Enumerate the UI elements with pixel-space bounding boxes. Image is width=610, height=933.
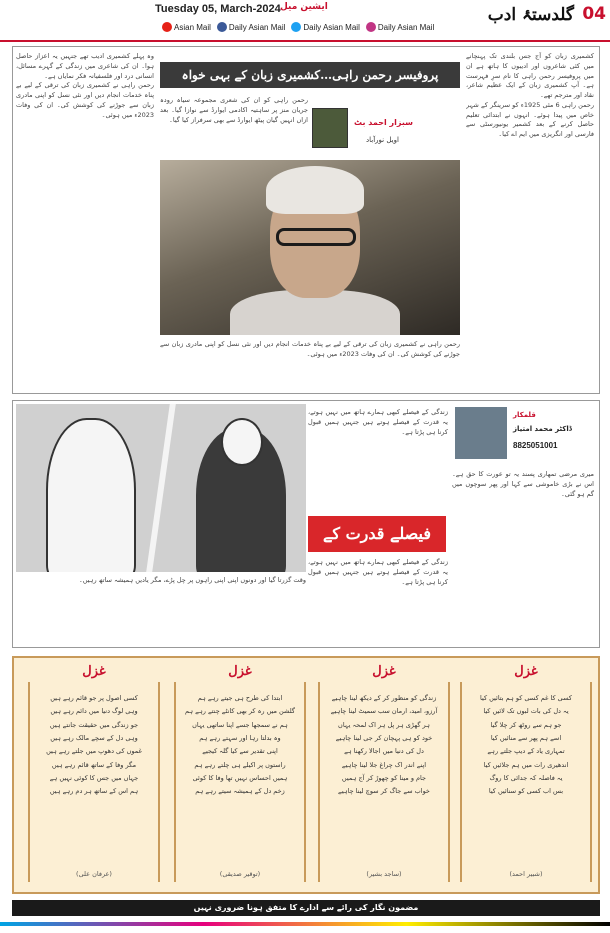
- ornament-icon: [590, 682, 592, 882]
- instagram-icon: [366, 22, 376, 32]
- ghazal-4: غزل کسی اصول پر جو قائم رہے ہیں وہی لوگ دنیا میں دائم رہے ہیں جو زندگی میں حقیقت جانتے ہیں وہی دل کے سچے مالک رہے ہیں غموں کی دھوپ میں جلتے رہے ہیں مگر وفا کے ساتھ قائم رہے ہیں جہاں میں جس کا کوئی نہیں ہے ہم اس کے ساتھ ہر دم رہے ہیں (عرفان علی): [24, 664, 164, 888]
- article2-column-1: میری مرضی تمھاری پسند یہ تو عورت کا حق ہے۔ اس نے بڑی خاموشی سے کہا اور پھر سوچوں میں گم ہو گئی۔: [452, 470, 594, 498]
- article2-headline: فیصلے قدرت کے: [308, 516, 446, 552]
- columnist-name: ڈاکٹر محمد امتیاز: [513, 425, 572, 433]
- issue-date: Tuesday 05, March-2024: [155, 3, 281, 15]
- woman-figure: [46, 418, 136, 572]
- social-facebook[interactable]: Daily Asian Mail: [217, 22, 285, 32]
- ghazal-poet: (توقیر صدیقی): [219, 870, 261, 878]
- ghazal-3: غزل ابتدا کی طرح ہی جیتے رہے ہم گلشن میں رہ کر بھی کانٹے چنتے رہے ہم ہم نے سمجھا جسے اپنا ساتھی یہاں وہ بدلتا رہا اور سہتے رہے ہم اپنی تقدیر سے کیا گلہ کیجیے راستوں پر اکیلے ہی چلتے رہے ہم ہمیں احساس نہیں تھا وفا کا کوئی زخم دل کے ہمیشہ سیتے رہے ہم (توقیر صدیقی): [170, 664, 310, 888]
- ghazal-poet: (شبیر احمد): [509, 870, 543, 878]
- article2-column-2: زندگی کے فیصلے کبھی ہمارے ہاتھ میں نہیں ہوتے، یہ قدرت کے فیصلے ہوتے ہیں جنہیں ہمیں قبول کرنا ہی پڑتا ہے۔: [308, 408, 448, 436]
- ornament-icon: [448, 682, 450, 882]
- article1-column-2: رحمن راہی کو ان کی شعری مجموعہ سیاہ رودہ جریان منز پر ساہتیہ اکادمی ایوارڈ سے نوازا گیا۔ بعد ازاں انہیں گیان پیٹھ ایوارڈ سے بھی سرفراز کیا گیا۔: [160, 96, 308, 124]
- article1-headline: پروفیسر رحمن راہی…کشمیری زبان کے بہی خواہ: [160, 62, 460, 88]
- social-instagram[interactable]: Daily Asian Mail: [366, 22, 434, 32]
- author-name: سبزار احمد بٹ: [354, 118, 413, 127]
- facebook-icon: [217, 22, 227, 32]
- ghazal-poet: (عرفان علی): [76, 870, 112, 878]
- ornament-icon: [174, 682, 176, 882]
- ghazal-title: غزل: [514, 664, 538, 679]
- author-place: اویل نورآباد: [366, 136, 399, 144]
- page-header: [0, 0, 610, 42]
- couple-illustration: [16, 404, 306, 572]
- social-youtube[interactable]: Asian Mail: [162, 22, 211, 32]
- article2-column-4: وقت گزرتا گیا اور دونوں اپنی اپنی راہوں پر چل پڑے، مگر یادیں ہمیشہ ساتھ رہیں۔: [78, 576, 306, 584]
- disclaimer-bar: مضمون نگار کی رائے سے ادارے کا متفق ہونا ضروری نہیں: [12, 900, 600, 916]
- twitter-icon: [291, 22, 301, 32]
- ghazal-title: غزل: [82, 664, 106, 679]
- article1-byline: [312, 108, 460, 152]
- color-registration-bar: [0, 922, 610, 926]
- ghazal-2: غزل زندگی کو منظور کر کے دیکھ لینا چاہیے آرزو، امید، ارمان سب سمیٹ لینا چاہیے ہر گھڑی ہر پل ہر اک لمحہ یہاں خود کو ہی پہچان کر جی لینا چاہیے دل کی دنیا میں اجالا رکھنا ہے اپنے اندر اک چراغ جلا لینا چاہیے جام و مینا کو چھوڑ کر آج ہمیں خواب سے جاگ کر سوچ لینا چاہیے (ساجد بشیر): [314, 664, 454, 888]
- masthead-logo: ایشین میل: [280, 2, 328, 12]
- section-title: گلدستۂ ادب: [487, 5, 574, 25]
- ornament-icon: [158, 682, 160, 882]
- columnist-card: [455, 407, 595, 465]
- ghazal-1: غزل کسی کا غم کسی کو ہم بتائیں کیا یہ دل کی بات لبوں تک لائیں کیا جو ہم سے روٹھ کر چلا گیا اسے ہم پھر سے منائیں کیا تمہاری یاد کے دیپ جلتے رہے اندھیری رات میں ہم جلائیں کیا یہ فاصلہ کہ جدائی کا روگ بس اب کسی کو سنائیں کیا (شبیر احمد): [456, 664, 596, 888]
- author-photo: [312, 108, 348, 148]
- rahman-rahi-portrait: [160, 160, 460, 335]
- ornament-icon: [318, 682, 320, 882]
- ornament-icon: [304, 682, 306, 882]
- article1-column-1: کشمیری زبان کو آج جس بلندی تک پہنچانے میں کئی شاعروں اور ادیبوں کا ہاتھ ہے ان میں پروفیسر رحمن راہی کا نام سرِ فہرست ہے۔ آپ کشمیری زبان کے ایک عظیم شاعر، نقاد اور مترجم تھے۔ رحمن راہی 6 مئی 1925ء کو سرینگر کے شہر خاص میں پیدا ہوئے۔ انہوں نے ابتدائی تعلیم حاصل کرنے کے بعد کشمیر یونیورسٹی سے فارسی اور انگریزی میں ایم اے کیا۔: [466, 52, 594, 138]
- youtube-icon: [162, 22, 172, 32]
- page-number: 04: [582, 4, 606, 24]
- article1-column-3: وہ پہلے کشمیری ادیب تھے جنہیں یہ اعزاز حاصل ہوا۔ ان کی شاعری میں زندگی کے گہرے مسائل، انسانی درد اور فلسفیانہ فکر نمایاں ہے۔ رحمن راہی نے کشمیری زبان کی ترقی کے لیے بے پناہ خدمات انجام دیں اور نئی نسل کو اپنی مادری زبان سے جوڑنے کی کوشش کی۔ ان کی وفات 2023ء میں ہوئی۔: [16, 52, 154, 119]
- article2-column-3: زندگی کے فیصلے کبھی ہمارے ہاتھ میں نہیں ہوتے، یہ قدرت کے فیصلے ہوتے ہیں جنہیں ہمیں قبول کرنا ہی پڑتا ہے۔: [308, 558, 448, 586]
- columnist-label: قلمکار: [513, 411, 536, 419]
- columnist-photo: [455, 407, 507, 459]
- ornament-icon: [460, 682, 462, 882]
- ornament-icon: [28, 682, 30, 882]
- article1-column-4: رحمن راہی نے کشمیری زبان کی ترقی کے لیے بے پناہ خدمات انجام دیں اور نئی نسل کو اپنی مادری زبان سے جوڑنے کی کوشش کی۔ ان کی وفات 2023ء میں ہوئی۔: [160, 340, 460, 358]
- columnist-phone: 8825051001: [513, 441, 558, 450]
- social-links: [162, 22, 434, 32]
- social-twitter[interactable]: Daily Asian Mail: [291, 22, 359, 32]
- ghazal-title: غزل: [372, 664, 396, 679]
- ghazal-poet: (ساجد بشیر): [366, 870, 402, 878]
- ghazal-title: غزل: [228, 664, 252, 679]
